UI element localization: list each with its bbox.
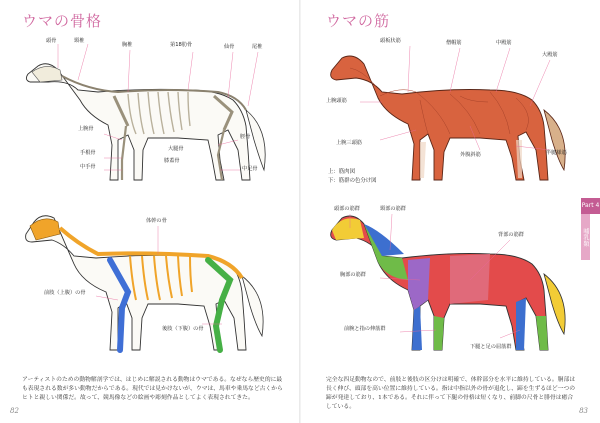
side-tab-part: Part 4 <box>581 198 600 214</box>
label-back-group: 背部の筋群 <box>498 232 524 238</box>
label-leg-flexors: 下腿と足の屈筋群 <box>470 344 512 350</box>
label-chest-group: 胸部の筋群 <box>340 272 366 278</box>
label-carpal: 手根骨 <box>80 150 96 156</box>
label-head-group: 頭部の筋群 <box>334 206 360 212</box>
label-triceps: 上腕三頭筋 <box>336 140 362 146</box>
right-page-title: ウマの筋 <box>326 12 391 30</box>
horse-muscle-groups-figure <box>320 200 582 365</box>
label-gluteus-maximus: 大殿筋 <box>542 52 558 58</box>
label-forearm-extensors: 前腕と指の伸筋群 <box>344 326 386 332</box>
label-patella: 膝蓋骨 <box>164 158 180 164</box>
label-metatarsal: 中足骨 <box>242 166 258 172</box>
label-trunk-bones: 体幹の骨 <box>146 218 167 224</box>
horse-bone-groups-figure <box>18 200 288 365</box>
label-cervical: 頸椎 <box>74 38 85 44</box>
left-body-text: アーティストのための動物解剖学では、はじめに解説される動物はウマである。なぜなら歴史的に最も表現される数が多い動物だからである。現代では見かけないが、ウマは、馬車や乗馬など古くからヒトと親しい関係だ。故って、競馬像などの絵画や彫刻作品としてよく表現されてきた。 <box>22 377 283 401</box>
label-humerus: 上腕骨 <box>78 126 94 132</box>
label-thoracic: 胸椎 <box>122 42 133 48</box>
label-sacrum: 仙骨 <box>224 44 235 50</box>
label-metacarpal: 中手骨 <box>80 164 96 170</box>
label-splenius: 頭板状筋 <box>380 38 401 44</box>
horse-skeleton-figure <box>18 30 288 200</box>
label-forelimb-bones: 前肢（上腹）の骨 <box>44 290 86 296</box>
label-semitendinosus: 半腱様筋 <box>546 150 567 156</box>
label-brachiocephalic: 上腕頭筋 <box>326 98 347 104</box>
caption-bottom: 下：筋群の色分け図 <box>328 178 377 184</box>
label-femur: 大腿骨 <box>168 146 184 152</box>
label-coccyx: 尾椎 <box>252 44 263 50</box>
caption-top: 上：筋肉図 <box>328 169 355 175</box>
label-skull: 頭骨 <box>46 38 57 44</box>
page-gutter <box>299 0 301 423</box>
label-rib: 第18肋骨 <box>170 42 193 48</box>
label-gluteus-medius: 中殿筋 <box>496 40 512 46</box>
left-page-title: ウマの骨格 <box>22 12 103 30</box>
right-body-text: 完全な四足動物なので、前肢と後肢の区分けは明確で、体幹部分を水平に維持している。胴部は長く伸び、頭部を高い位置に維持している。指は中指以外の骨が退化し、蹄を生ずるほど一つの蹄が発達しており、1本である。それに伴って下腿の骨格は短くなり、前脚の尺骨と腓骨は癒合している。 <box>326 377 576 410</box>
right-page-number: 83 <box>579 407 588 415</box>
label-trapezius: 僧帽筋 <box>446 40 462 46</box>
label-external-oblique: 外腹斜筋 <box>460 152 481 158</box>
caption-block <box>328 168 377 186</box>
label-hindlimb-bones: 後肢（下腹）の骨 <box>162 326 204 332</box>
chapter-side-tab <box>581 198 600 260</box>
left-page-number: 82 <box>10 407 19 415</box>
side-tab-chapter: 哺乳類 <box>581 214 590 260</box>
label-neck-group: 頸部の筋群 <box>380 206 406 212</box>
label-tibia: 脛骨 <box>240 134 251 140</box>
